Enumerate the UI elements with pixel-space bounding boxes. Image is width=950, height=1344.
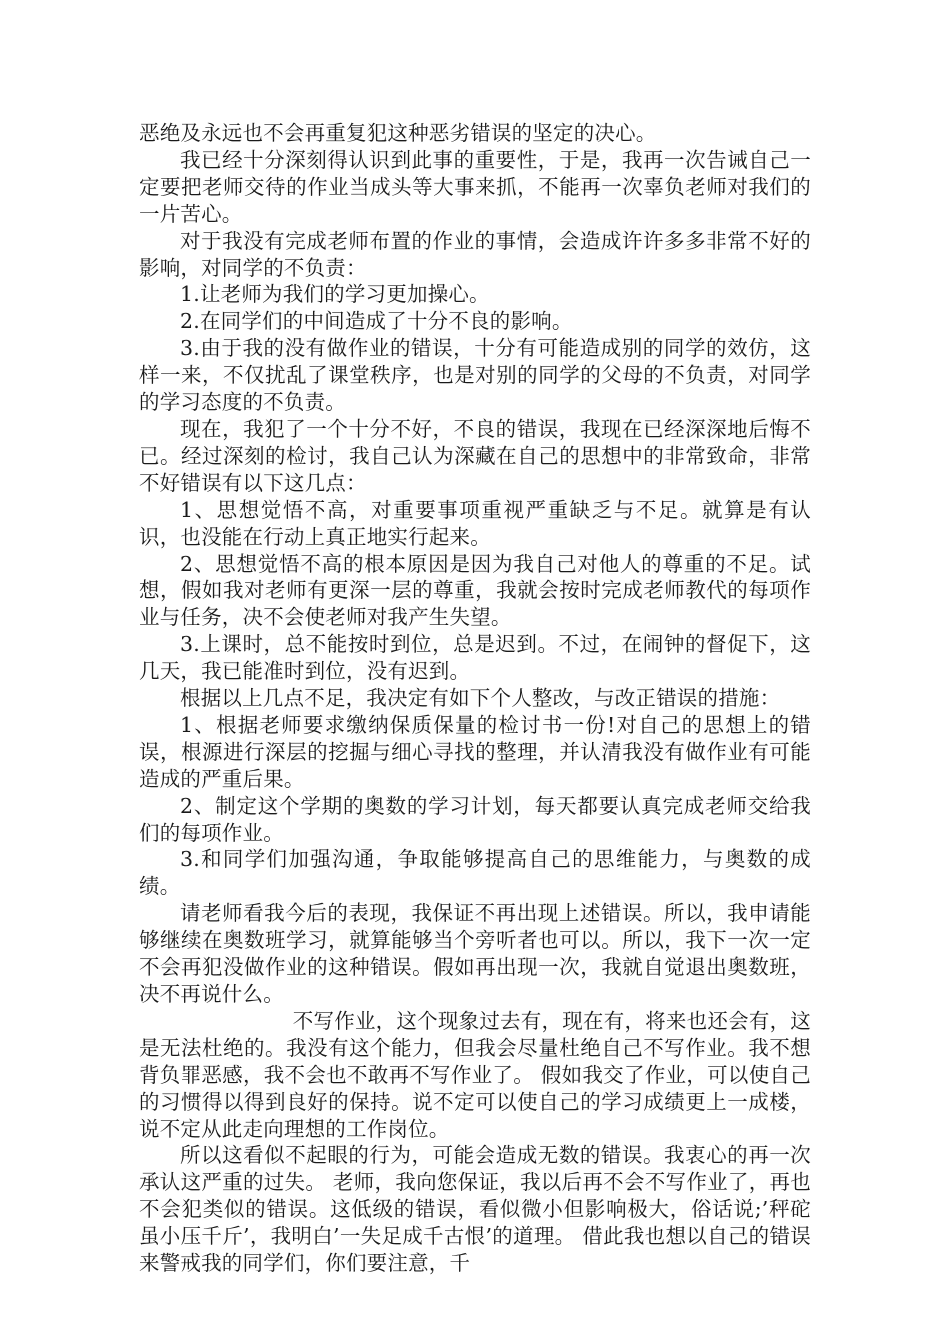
paragraph: 我已经十分深刻得认识到此事的重要性，于是，我再一次告诫自己一定要把老师交待的作业当成头等大事来抓，不能再一次辜负老师对我们的一片苦心。 [139, 147, 811, 226]
paragraph: 不写作业，这个现象过去有，现在有，将来也还会有，这是无法杜绝的。我没有这个能力，但我会尽量杜绝自己不写作业。我不想背负罪恶感，我不会也不敢再不写作业了。 假如我交了作业，可以使自己的习惯得以得到良好的保持。说不定可以使自己的学习成绩更上一成楼，说不定从此走向理想的工作岗位。 [139, 1008, 811, 1141]
paragraph: 3.由于我的没有做作业的错误，十分有可能造成别的同学的效仿，这样一来，不仅扰乱了课堂秩序，也是对别的同学的父母的不负责，对同学的学习态度的不负责。 [139, 336, 811, 415]
paragraph: 2、制定这个学期的奥数的学习计划，每天都要认真完成老师交给我们的每项作业。 [139, 793, 811, 845]
paragraph: 3.和同学们加强沟通，争取能够提高自己的思维能力，与奥数的成绩。 [139, 847, 811, 899]
document-body [139, 120, 811, 1277]
paragraph: 对于我没有完成老师布置的作业的事情，会造成许许多多非常不好的影响，对同学的不负责： [139, 228, 811, 280]
paragraph: 2、思想觉悟不高的根本原因是因为我自己对他人的尊重的不足。试想，假如我对老师有更深一层的尊重，我就会按时完成老师教代的每项作业与任务，决不会使老师对我产生失望。 [139, 551, 811, 630]
paragraph: 根据以上几点不足，我决定有如下个人整改，与改正错误的措施： [180, 686, 781, 711]
paragraph: 现在，我犯了一个十分不好，不良的错误，我现在已经深深地后悔不已。经过深刻的检讨，我自己认为深藏在自己的思想中的非常致命，非常不好错误有以下这几点： [139, 416, 811, 495]
paragraph: 1、思想觉悟不高，对重要事项重视严重缺乏与不足。就算是有认识，也没能在行动上真正地实行起来。 [139, 497, 811, 549]
paragraph: 2.在同学们的中间造成了十分不良的影响。 [180, 309, 573, 334]
paragraph: 所以这看似不起眼的行为，可能会造成无数的错误。我衷心的再一次承认这严重的过失。 老师，我向您保证，我以后再不会不写作业了，再也不会犯类似的错误。这低级的错误，看似微小但影响极大，俗话说;’秤砣虽小压千斤’，我明白’一失足成千古恨’的道理。 借此我也想以自己的错误来警戒我的同学们，你们要注意，千 [139, 1143, 811, 1276]
paragraph: 1.让老师为我们的学习更加操心。 [180, 282, 490, 307]
paragraph: 请老师看我今后的表现，我保证不再出现上述错误。所以，我申请能够继续在奥数班学习，就算能够当个旁听者也可以。所以，我下一次一定不会再犯没做作业的这种错误。假如再出现一次，我就自觉退出奥数班，决不再说什么。 [139, 901, 811, 1006]
paragraph: 1、根据老师要求缴纳保质保量的检讨书一份!对自己的思想上的错误，根源进行深层的挖掘与细心寻找的整理，并认清我没有做作业有可能造成的严重后果。 [139, 712, 811, 791]
paragraph: 3.上课时，总不能按时到位，总是迟到。不过，在闹钟的督促下，这几天，我已能准时到位，没有迟到。 [139, 632, 811, 684]
paragraph: 恶绝及永远也不会再重复犯这种恶劣错误的坚定的决心。 [139, 121, 657, 145]
